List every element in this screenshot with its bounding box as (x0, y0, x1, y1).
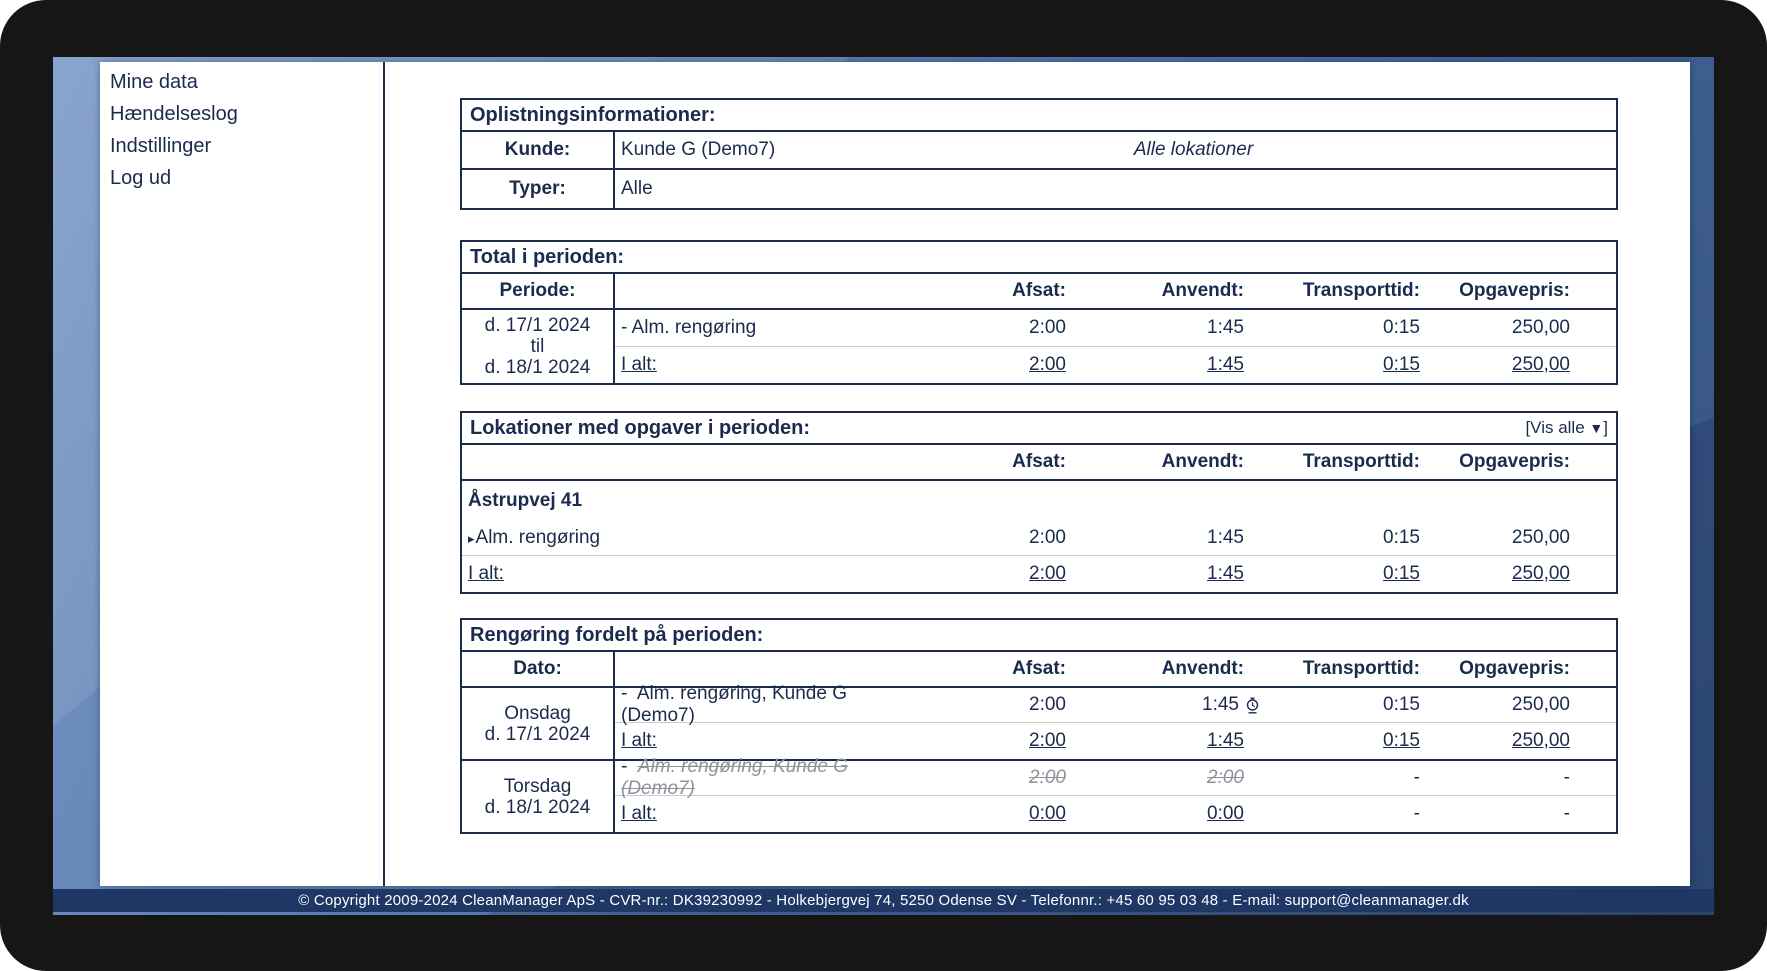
afsat-value: 2:00 (1029, 767, 1066, 788)
ialt-transporttid[interactable]: 0:15 (1383, 730, 1420, 751)
sidebar-item-log-ud[interactable]: Log ud (110, 167, 172, 189)
task-row-cancelled (615, 756, 1616, 799)
cleaning-by-period-title (462, 620, 1616, 652)
vis-alle-label: Vis alle (1530, 418, 1585, 437)
task-description: Alm. rengøring, Kunde G (Demo7) (621, 683, 847, 726)
app-background (53, 57, 1714, 915)
transporttid-header: Transporttid: (1302, 451, 1420, 472)
period-total-table (460, 240, 1618, 385)
task-description: Alm. rengøring (475, 527, 601, 548)
opgavepris-value: - (1563, 767, 1570, 788)
ialt-link[interactable]: I alt: (621, 803, 657, 824)
period-start-date: d. 17/1 2024 (484, 315, 591, 336)
transporttid-header: Transporttid: (1302, 658, 1420, 679)
weekday: Torsdag (503, 775, 572, 797)
location-name: Åstrupvej 41 (468, 490, 583, 511)
listing-info-title (462, 100, 1616, 132)
anvendt-value: 1:45 (1202, 694, 1239, 715)
task-description: - Alm. rengøring (621, 317, 757, 338)
transporttid-value: 0:15 (1383, 694, 1420, 715)
anvendt-header: Anvendt: (1161, 658, 1244, 679)
opgavepris-header: Opgavepris: (1459, 451, 1570, 472)
ialt-anvendt[interactable]: 1:45 (1207, 730, 1244, 751)
transporttid-value: - (1413, 767, 1420, 788)
afsat-header: Afsat: (1012, 451, 1066, 472)
sidebar-item-indstillinger[interactable]: Indstillinger (110, 135, 212, 157)
period-til: til (530, 336, 545, 357)
afsat-value: 2:00 (1029, 317, 1066, 338)
period-range (462, 310, 615, 383)
cleaning-by-period-table (460, 618, 1618, 834)
ialt-anvendt[interactable]: 1:45 (1207, 354, 1244, 375)
ialt-link[interactable]: I alt: (468, 563, 504, 584)
ialt-opgavepris[interactable]: 250,00 (1511, 354, 1570, 375)
bracket: ] (1603, 418, 1608, 437)
task-row (615, 683, 1616, 726)
period-end-date: d. 18/1 2024 (484, 357, 591, 378)
customer-label: Kunde: (462, 132, 615, 168)
anvendt-value: 1:45 (1207, 527, 1244, 548)
anvendt-header: Anvendt: (1161, 451, 1244, 472)
type-value: Alle (621, 178, 653, 199)
main-window (100, 62, 1690, 886)
report-content (460, 98, 1618, 834)
anvendt-value: 1:45 (1207, 317, 1244, 338)
ialt-anvendt[interactable]: 0:00 (1207, 803, 1244, 824)
transporttid-value: 0:15 (1383, 527, 1420, 548)
sidebar-divider (383, 62, 385, 886)
total-row (615, 723, 1616, 759)
ialt-transporttid[interactable]: 0:15 (1383, 563, 1420, 584)
copyright-footer (53, 889, 1714, 912)
locations-table (460, 411, 1618, 594)
afsat-value: 2:00 (1029, 527, 1066, 548)
period-total-title (462, 242, 1616, 274)
sidebar-item-haendelseslog[interactable]: Hændelseslog (110, 103, 238, 125)
transporttid-value: 0:15 (1383, 317, 1420, 338)
afsat-header: Afsat: (1012, 280, 1066, 301)
ialt-opgavepris[interactable]: 250,00 (1511, 730, 1570, 751)
locations-title-row (462, 413, 1616, 445)
opgavepris-header: Opgavepris: (1459, 658, 1570, 679)
total-row (615, 796, 1616, 832)
chevron-down-icon: ▼ (1589, 420, 1604, 436)
date-cell (462, 761, 615, 832)
opgavepris-header: Opgavepris: (1459, 280, 1570, 301)
weekday: Onsdag (504, 702, 571, 724)
afsat-header: Afsat: (1012, 658, 1066, 679)
ialt-afsat[interactable]: 2:00 (1029, 354, 1066, 375)
ialt-link[interactable]: I alt: (621, 730, 657, 751)
task-description: Alm. rengøring, Kunde G (Demo7) (621, 756, 849, 799)
anvendt-header: Anvendt: (1161, 280, 1244, 301)
customer-value: Kunde G (Demo7) (621, 139, 776, 160)
afsat-value: 2:00 (1029, 694, 1066, 715)
total-row (462, 556, 1616, 592)
ialt-link[interactable]: I alt: (621, 354, 657, 375)
bracket: [ (1525, 418, 1531, 437)
dato-column-header: Dato: (462, 652, 615, 686)
sidebar-menu (108, 66, 378, 194)
date: d. 17/1 2024 (484, 723, 591, 745)
total-row (615, 347, 1616, 383)
ialt-transporttid: - (1413, 803, 1420, 824)
listing-info-table (460, 98, 1618, 210)
date-cell (462, 688, 615, 759)
anvendt-value: 2:00 (1207, 767, 1244, 788)
vis-alle-toggle[interactable] (1525, 418, 1608, 438)
day-group-onsdag (462, 683, 1616, 759)
copyright-text: © Copyright 2009-2024 CleanManager ApS - CVR-nr.: DK39230992 - Holkebjergvej 74, 5250 Odense SV - Telefonnr.: +45 60 95 03 48 - E-mail: support@cleanmanager.dk (298, 892, 1469, 909)
all-locations-note: Alle lokationer (1133, 139, 1254, 160)
ialt-opgavepris: - (1563, 803, 1570, 824)
period-column-header: Periode: (462, 274, 615, 308)
opgavepris-value: 250,00 (1511, 317, 1570, 338)
ialt-anvendt[interactable]: 1:45 (1207, 563, 1244, 584)
opgavepris-value: 250,00 (1511, 527, 1570, 548)
clock-icon[interactable] (1245, 697, 1260, 714)
transporttid-header: Transporttid: (1302, 280, 1420, 301)
table-title: Rengøring fordelt på perioden: (470, 623, 764, 646)
table-title: Oplistningsinformationer: (470, 103, 716, 126)
expand-arrow-icon[interactable]: ▸ (468, 531, 475, 546)
type-label: Typer: (462, 170, 615, 208)
day-group-torsdag (462, 756, 1616, 832)
dash: - (621, 683, 637, 704)
ialt-opgavepris[interactable]: 250,00 (1511, 563, 1570, 584)
ialt-afsat[interactable]: 0:00 (1029, 803, 1066, 824)
task-row (462, 521, 1616, 555)
opgavepris-value: 250,00 (1511, 694, 1570, 715)
ialt-afsat[interactable]: 2:00 (1029, 730, 1066, 751)
ialt-transporttid[interactable]: 0:15 (1383, 354, 1420, 375)
task-row (615, 310, 1616, 346)
ialt-afsat[interactable]: 2:00 (1029, 563, 1066, 584)
dash: - (621, 756, 638, 777)
sidebar-item-mine-data[interactable]: Mine data (110, 71, 198, 93)
table-title: Lokationer med opgaver i perioden: (470, 416, 811, 439)
table-title: Total i perioden: (470, 245, 625, 268)
date: d. 18/1 2024 (484, 796, 591, 818)
